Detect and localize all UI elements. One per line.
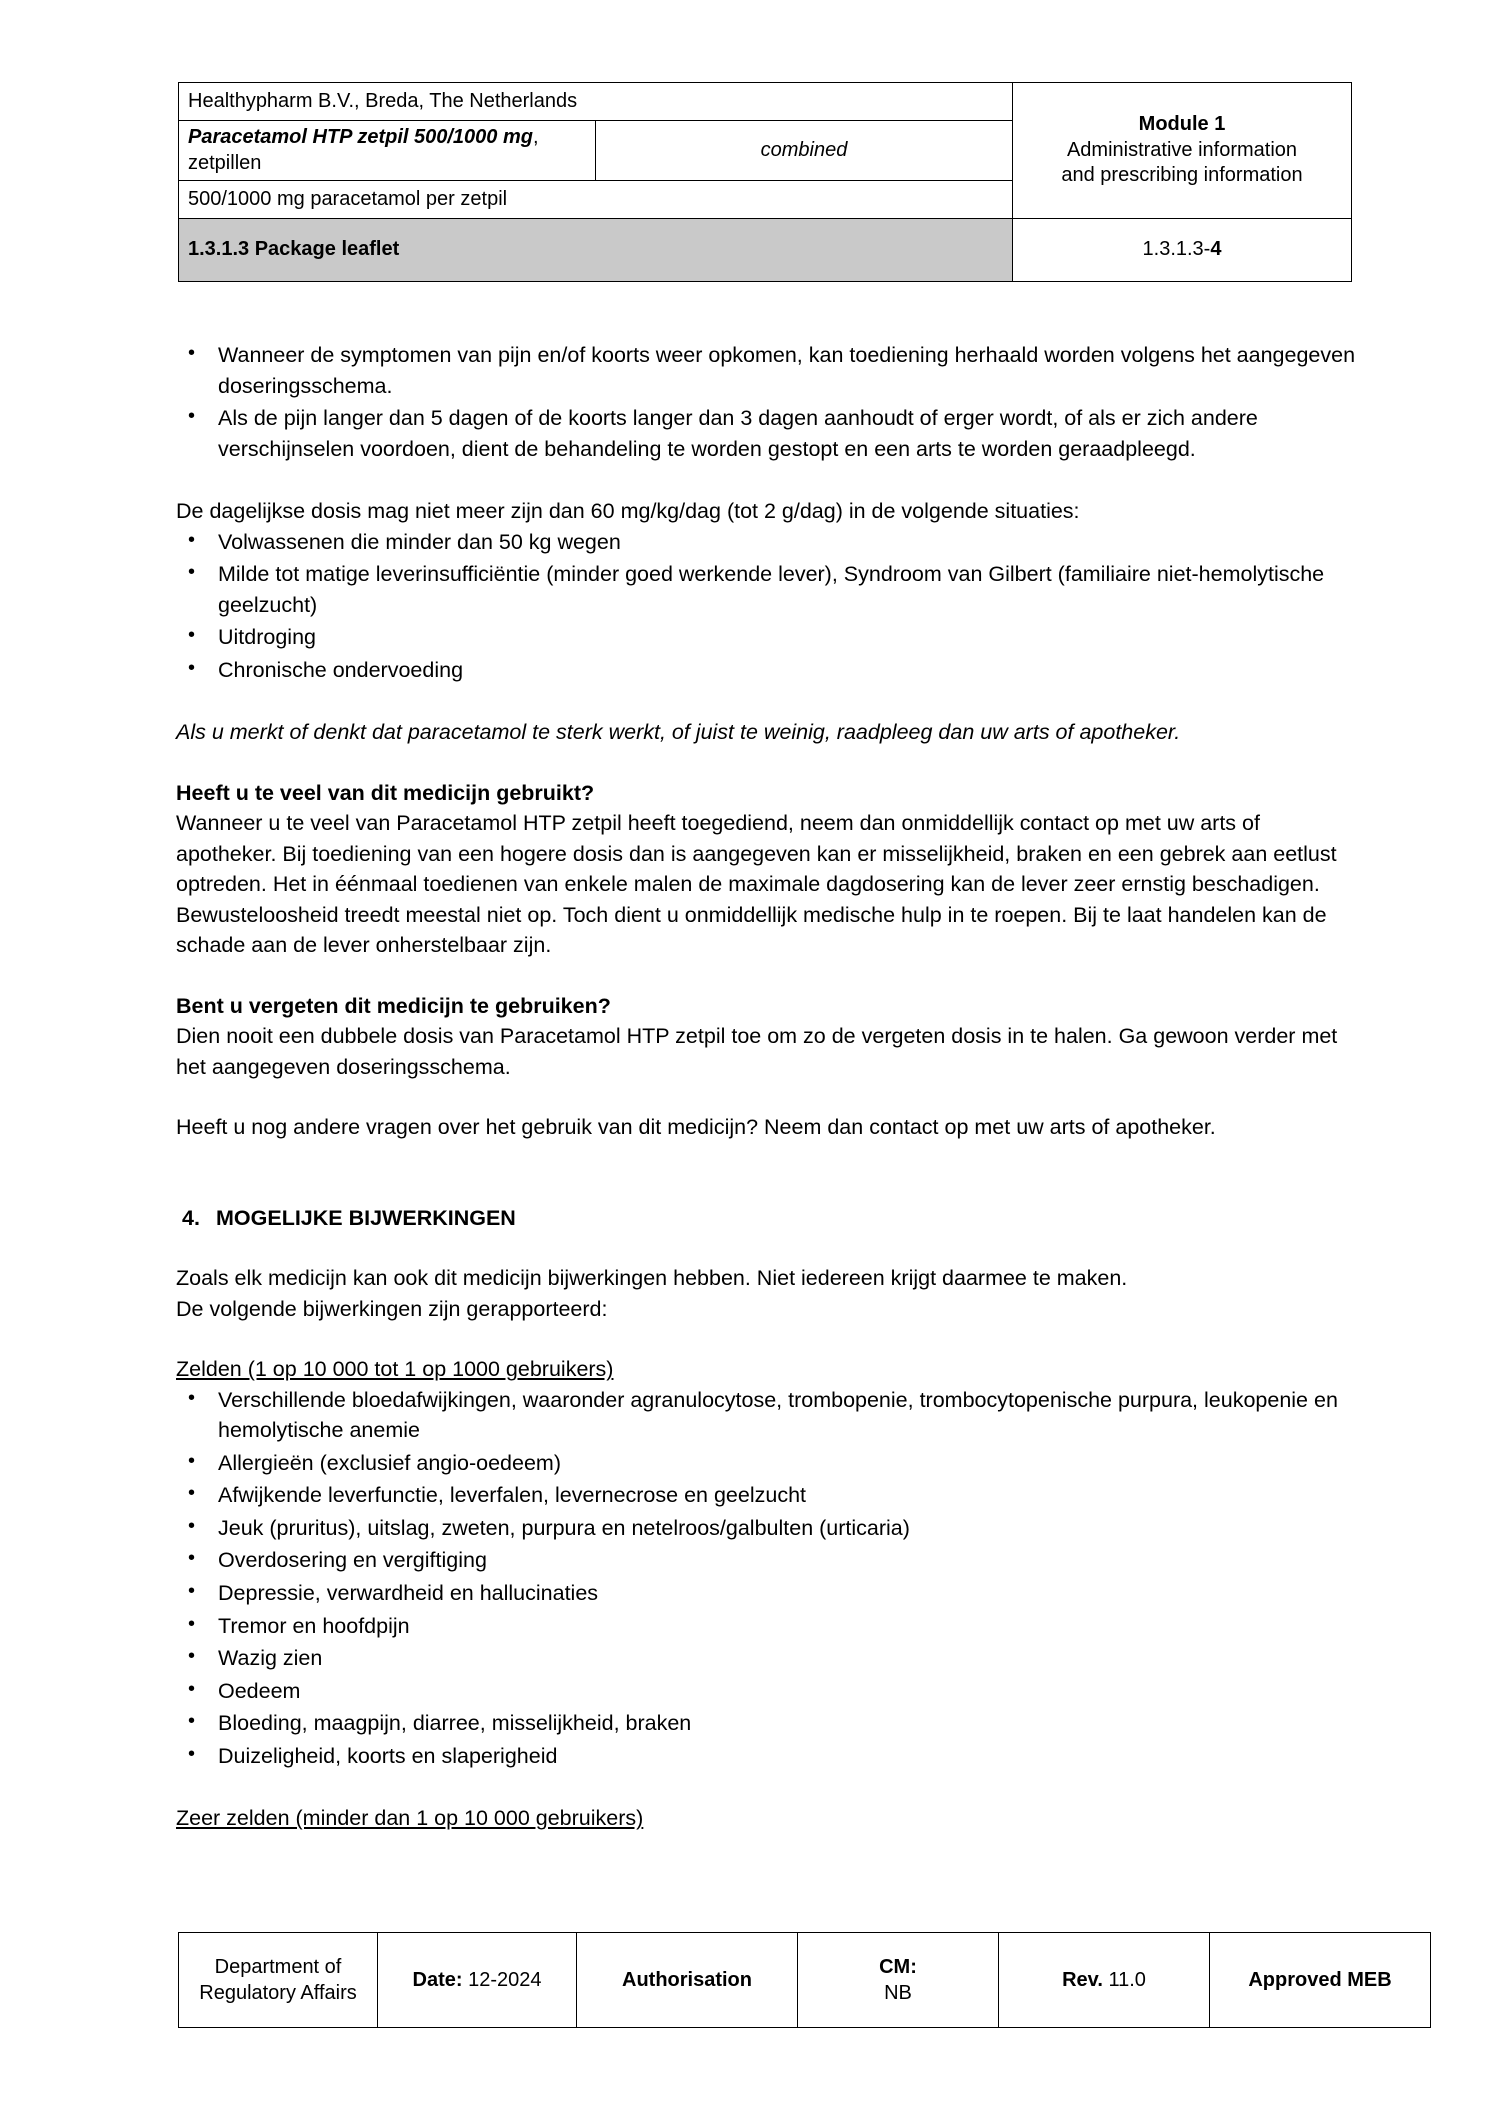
section-4-number: 4. — [182, 1205, 200, 1230]
list-item: • Afwijkende leverfunctie, leverfalen, levernecrose en geelzucht — [176, 1480, 1356, 1511]
list-item: • Uitdroging — [176, 622, 1356, 653]
list-item: • Oedeem — [176, 1676, 1356, 1707]
intro-bullet-list — [176, 340, 1356, 464]
rev-label: Rev. — [1062, 1969, 1103, 1991]
overdose-heading: Heeft u te veel van dit medicijn gebruikt? — [176, 780, 595, 805]
header-row-company — [179, 83, 1352, 121]
questions-paragraph: Heeft u nog andere vragen over het gebruik van dit medicijn? Neem dan contact op met uw arts of apotheker. — [176, 1115, 1216, 1140]
module-line-3: and prescribing information — [1061, 164, 1303, 187]
list-item: • Milde tot matige leverinsufficiëntie (minder goed werkende lever), Syndroom van Gilbert (familiaire niet-hemolytische geelzucht) — [176, 559, 1356, 620]
spacer — [176, 1324, 1356, 1354]
date-label: Date: — [412, 1969, 463, 1991]
footer-revision-cell — [999, 1933, 1210, 2028]
header-company-cell: Healthypharm B.V., Breda, The Netherlands — [179, 83, 1013, 121]
list-item: • Wazig zien — [176, 1643, 1356, 1674]
table-row — [179, 1933, 1431, 2028]
spacer — [176, 1143, 1356, 1203]
document-header-table — [178, 82, 1352, 282]
rare-side-effects-list — [176, 1385, 1356, 1771]
missed-dose-heading: Bent u vergeten dit medicijn te gebruiken? — [176, 993, 611, 1018]
footer-department-cell — [179, 1933, 378, 2028]
header-page-reference — [1013, 219, 1352, 282]
footer-cm-cell — [798, 1933, 999, 2028]
spacer — [176, 1233, 1356, 1263]
section-4-heading — [176, 1203, 1356, 1234]
header-row-section — [179, 219, 1352, 282]
spacer — [176, 466, 1356, 496]
department-line-2: Regulatory Affairs — [199, 1982, 357, 2004]
footer-authorisation-cell — [577, 1933, 798, 2028]
list-item: • Tremor en hoofdpijn — [176, 1611, 1356, 1642]
section-4-title: MOGELIJKE BIJWERKINGEN — [216, 1205, 516, 1230]
list-item: • Jeuk (pruritus), uitslag, zweten, purpura en netelroos/galbulten (urticaria) — [176, 1513, 1356, 1544]
approved-label: Approved MEB — [1248, 1969, 1392, 1991]
spacer — [176, 687, 1356, 717]
list-item: • Bloeding, maagpijn, diarree, misselijkheid, braken — [176, 1708, 1356, 1739]
module-line-2: Administrative information — [1066, 138, 1298, 161]
header-combined-cell: combined — [596, 121, 1013, 181]
authorisation-label: Authorisation — [622, 1969, 752, 1991]
footer-date-cell — [378, 1933, 577, 2028]
header-section-title: 1.3.1.3 Package leaflet — [179, 219, 1013, 282]
list-item: • Wanneer de symptomen van pijn en/of koorts weer opkomen, kan toediening herhaald worden volgens het aangegeven doseringsschema. — [176, 340, 1356, 401]
spacer — [176, 961, 1356, 991]
header-product-cell — [179, 121, 596, 181]
cm-value: NB — [884, 1982, 912, 2004]
document-footer-table — [178, 1932, 1431, 2028]
spacer — [176, 748, 1356, 778]
daily-dose-intro: De dagelijkse dosis mag niet meer zijn dan 60 mg/kg/dag (tot 2 g/dag) in de volgende situaties: — [176, 499, 1080, 524]
date-value: 12-2024 — [468, 1969, 542, 1991]
page-ref-prefix: 1.3.1.3- — [1142, 238, 1211, 261]
italic-advice-note: Als u merkt of denkt dat paracetamol te sterk werkt, of juist te weinig, raadpleeg dan uw arts of apotheker. — [176, 720, 1181, 745]
list-item: • Verschillende bloedafwijkingen, waaronder agranulocytose, trombopenie, trombocytopenische purpura, leukopenie en hemolytische anemie — [176, 1385, 1356, 1446]
daily-dose-bullet-list — [176, 527, 1356, 686]
list-item: • Chronische ondervoeding — [176, 655, 1356, 686]
list-item: • Depressie, verwardheid en hallucinaties — [176, 1578, 1356, 1609]
page-ref-number: 4 — [1210, 238, 1222, 261]
overdose-paragraph: Wanneer u te veel van Paracetamol HTP zetpil heeft toegediend, neem dan onmiddellijk contact op met uw arts of apotheker. Bij toediening van een hogere dosis dan is aangegeven kan er misselijkheid, braken en een gebrek aan eetlust optreden. Het in éénmaal toedienen van enkele malen de maximale dagdosering kan de lever zeer ernstig beschadigen. Bewusteloosheid treedt meestal niet op. Toch dient u onmiddellijk medische hulp in te roepen. Bij te laat handelen kan de schade aan de lever onherstelbaar zijn. — [176, 811, 1337, 958]
list-item: • Allergieën (exclusief angio-oedeem) — [176, 1448, 1356, 1479]
rev-value: 11.0 — [1108, 1969, 1146, 1991]
list-item: • Duizeligheid, koorts en slaperigheid — [176, 1741, 1356, 1772]
product-name-rest: , zetpillen — [188, 126, 539, 174]
footer-approval-cell — [1210, 1933, 1431, 2028]
missed-dose-paragraph: Dien nooit een dubbele dosis van Paracetamol HTP zetpil toe om zo de vergeten dosis in te halen. Ga gewoon verder met het aangegeven doseringsschema. — [176, 1024, 1338, 1079]
side-effects-intro-line-2: De volgende bijwerkingen zijn gerapporteerd: — [176, 1296, 608, 1321]
side-effects-intro-line-1: Zoals elk medicijn kan ook dit medicijn bijwerkingen hebben. Niet iedereen krijgt daarmee te maken. — [176, 1266, 1128, 1291]
cm-label: CM: — [879, 1956, 917, 1978]
header-module-cell — [1013, 83, 1352, 219]
spacer — [176, 1773, 1356, 1803]
rare-frequency-heading: Zelden (1 op 10 000 tot 1 op 1000 gebruikers) — [176, 1357, 614, 1382]
very-rare-frequency-heading: Zeer zelden (minder dan 1 op 10 000 gebruikers) — [176, 1806, 644, 1831]
header-strength-cell: 500/1000 mg paracetamol per zetpil — [179, 181, 1013, 219]
product-name-bold: Paracetamol HTP zetpil 500/1000 mg — [188, 126, 533, 148]
department-line-1: Department of — [214, 1956, 342, 1978]
list-item: • Volwassenen die minder dan 50 kg wegen — [176, 527, 1356, 558]
document-body — [176, 340, 1356, 1834]
list-item: • Als de pijn langer dan 5 dagen of de koorts langer dan 3 dagen aanhoudt of erger wordt, of als er zich andere verschijnselen voordoen, dient de behandeling te worden gestopt en een arts te worden geraadpleegd. — [176, 403, 1356, 464]
module-title: Module 1 — [1138, 113, 1226, 136]
spacer — [176, 1082, 1356, 1112]
list-item: • Overdosering en vergiftiging — [176, 1545, 1356, 1576]
